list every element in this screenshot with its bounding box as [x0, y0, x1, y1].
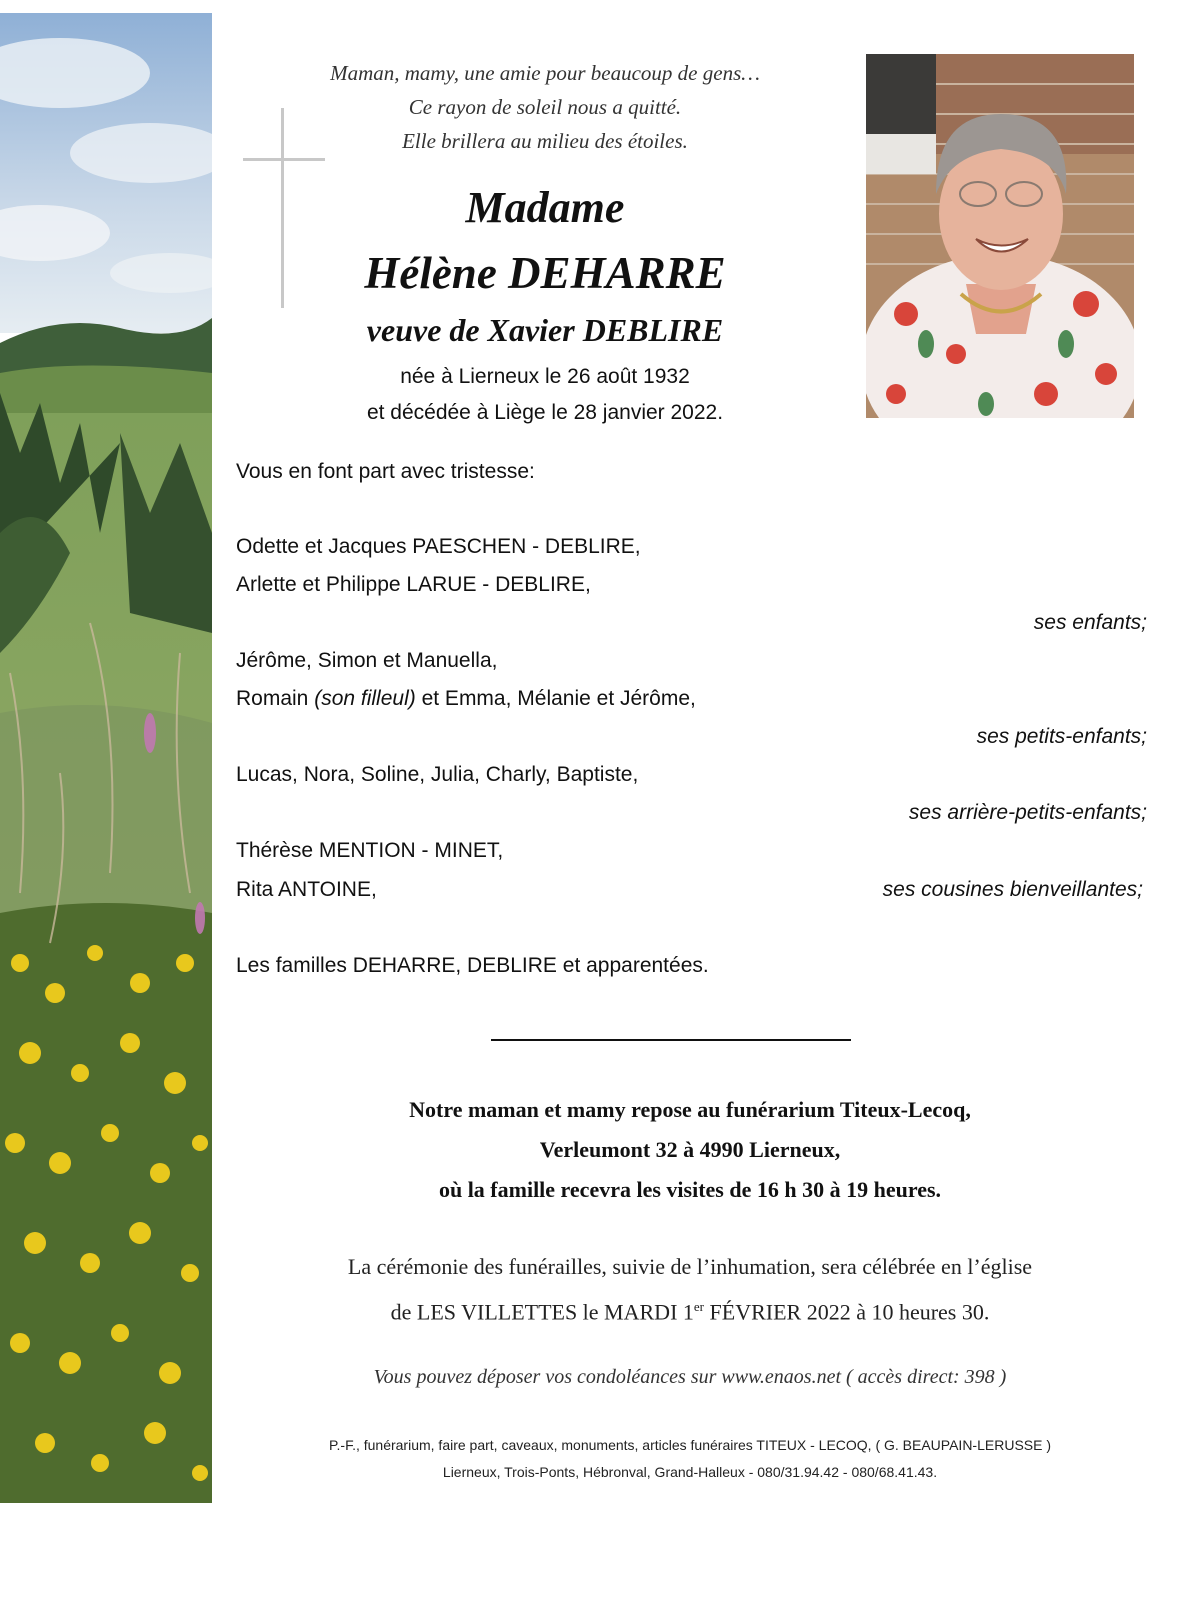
widow-of: veuve de Xavier DEBLIRE	[366, 312, 724, 348]
visitation-line: où la famille recevra les visites de 16 h 30 à 19 heures.	[438, 1177, 942, 1202]
visitation-line: Verleumont 32 à 4990 Lierneux,	[539, 1137, 841, 1162]
divider	[491, 1039, 851, 1041]
ordinal-suffix: er	[693, 1299, 705, 1314]
footer-line: Lierneux, Trois-Ponts, Hébronval, Grand-Halleux - 080/31.94.42 - 080/68.41.43.	[442, 1464, 938, 1480]
announcement-intro: Vous en font part avec tristesse:	[236, 460, 535, 483]
families: Les familles DEHARRE, DEBLIRE et apparentées.	[236, 954, 709, 977]
poem-line: Elle brillera au milieu des étoiles.	[402, 129, 688, 153]
children-name: Odette et Jacques PAESCHEN - DEBLIRE,	[236, 535, 641, 558]
children-name: Arlette et Philippe LARUE - DEBLIRE,	[236, 573, 591, 596]
grandchildren-text: et Emma, Mélanie et Jérôme,	[415, 687, 696, 710]
grandchildren-text: Romain	[236, 687, 315, 710]
ceremony-line: La cérémonie des funérailles, suivie de l’inhumation, sera célébrée en l’église	[347, 1254, 1033, 1279]
children-label: ses enfants;	[1033, 611, 1147, 634]
ceremony-line	[250, 1291, 1130, 1328]
great-grandchildren-label: ses arrière-petits-enfants;	[908, 801, 1147, 824]
landscape-image	[0, 13, 212, 1503]
poem	[280, 56, 810, 158]
deceased-name: Hélène DEHARRE	[364, 248, 726, 298]
poem-line: Maman, mamy, une amie pour beaucoup de gens…	[330, 61, 760, 85]
cousins-label: ses cousines bienveillantes;	[882, 878, 1143, 901]
grandchildren-label: ses petits-enfants;	[976, 725, 1147, 748]
grandchildren-line: Jérôme, Simon et Manuella,	[236, 649, 498, 672]
birth-info: née à Lierneux le 26 août 1932	[400, 365, 690, 388]
cousin-name: Thérèse MENTION - MINET,	[236, 839, 504, 862]
ceremony-text: FÉVRIER 2022 à 10 heures 30.	[704, 1299, 990, 1325]
grandchildren-line	[236, 684, 696, 714]
ceremony-text: de LES VILLETTES le MARDI 1	[390, 1299, 694, 1325]
godson-note: (son filleul)	[314, 687, 416, 710]
poem-line: Ce rayon de soleil nous a quitté.	[408, 95, 682, 119]
death-info: et décédée à Liège le 28 janvier 2022.	[366, 401, 724, 424]
cousin-name: Rita ANTOINE,	[236, 878, 377, 901]
deceased-title: Madame	[465, 183, 625, 232]
portrait-photo	[866, 54, 1134, 418]
footer-line: P.-F., funérarium, faire part, caveaux, monuments, articles funéraires TITEUX - LECOQ, ( G. BEAUPAIN-LERUSSE )	[328, 1437, 1052, 1453]
condolences-note: Vous pouvez déposer vos condoléances sur www.enaos.net ( accès direct: 398 )	[373, 1366, 1007, 1388]
visitation-line: Notre maman et mamy repose au funérarium Titeux-Lecoq,	[409, 1097, 971, 1122]
great-grandchildren-names: Lucas, Nora, Soline, Julia, Charly, Baptiste,	[236, 763, 639, 786]
